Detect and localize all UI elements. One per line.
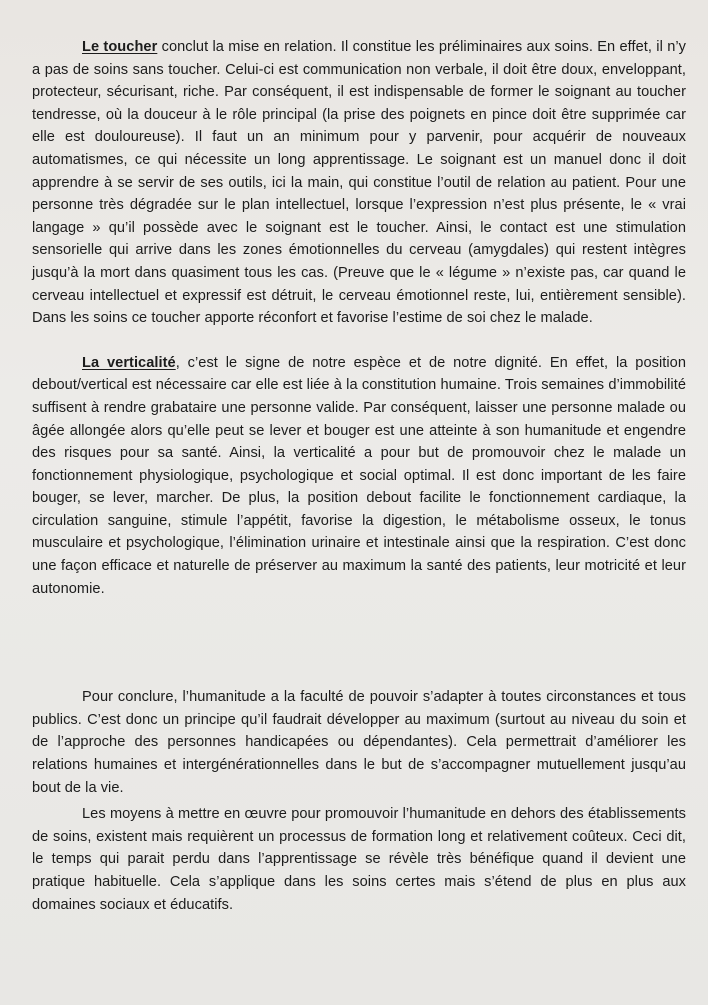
paragraph-toucher xyxy=(32,36,686,330)
paragraph-conclusion xyxy=(32,686,686,799)
paragraph-text: Pour conclure, l’humanitude a la faculté de pouvoir s’adapter à toutes circonstances et tous publics. C’est donc un principe qu’il faudrait développer au maximum (surtout au niveau du soin et de l’approche des personnes handicapées ou dépendantes). Cela permettrait d’améliorer les relations humaines et intergénérationnelles dans le but de s’accompagner mutuellement jusqu’au bout de la vie. xyxy=(32,689,686,796)
heading-le-toucher: Le toucher xyxy=(82,39,158,55)
paragraph-text: , c’est le signe de notre espèce et de notre dignité. En effet, la position debout/vertical est nécessaire car elle est liée à la constitution humaine. Trois semaines d’immobilité suffisent à rendre grabataire une personne valide. Par conséquent, laisser une personne malade ou âgée allongée alors qu’elle peut se lever et bouger est une atteinte à son humanitude et engendre des risques pour sa santé. Ainsi, la verticalité a pour but de promouvoir chez le malade un fonctionnement physiologique, psychologique et social optimal. Il est donc important de les faire bouger, se lever, marcher. De plus, la position debout facilite le fonctionnement cardiaque, la circulation sanguine, stimule l’appétit, favorise la digestion, le métabolisme osseux, le tonus musculaire et psychologique, l’élimination urinaire et intestinale ainsi que la respiration. C’est donc une façon efficace et naturelle de préserver au maximum la santé des patients, leur motricité et leur autonomie. xyxy=(32,354,686,597)
paragraph-verticalite xyxy=(32,352,686,601)
paragraph-moyens xyxy=(32,803,686,916)
paragraph-text: conclut la mise en relation. Il constitue les préliminaires aux soins. En effet, il n’y a pas de soins sans toucher. Celui-ci est communication non verbale, il doit être doux, enveloppant, protecteur, sécurisant, riche. Par conséquent, il est indispensable de former le soignant au toucher tendresse, où la douceur à le rôle principal (la prise des poignets en pince doit être supprimée car elle est douloureuse). Il faut un an minimum pour y parvenir, pour acquérir de nouveaux automatismes, ce qui nécessite un long apprentissage. Le soignant est un manuel donc il doit apprendre à se servir de ses outils, ici la main, qui constitue l’outil de relation au patient. Pour une personne très dégradée sur le plan intellectuel, lorsque l’expression n’est plus présente, le « vrai langage » qu’il possède avec le soignant est le toucher. Ainsi, le contact est une stimulation sensorielle qui arrive dans les zones émotionnelles du cerveau (amygdales) qui restent intègres jusqu’à la mort dans quasiment tous les cas. (Preuve que le « légume » n’existe pas, car quand le cerveau intellectuel et expressif est détruit, le cerveau émotionnel reste, lui, entièrement sensible). Dans les soins ce toucher apporte réconfort et favorise l’estime de soi chez le malade. xyxy=(32,39,686,327)
heading-la-verticalite: La verticalité xyxy=(82,354,176,371)
paragraph-text: Les moyens à mettre en œuvre pour promouvoir l’humanitude en dehors des établissements de soins, existent mais requièrent un processus de formation long et relativement coûteux. Ceci dit, le temps qui parait perdu dans l’apprentissage se révèle très bénéfique quand il devient une pratique habituelle. Cela s’applique dans les soins certes mais s’étend de plus en plus aux domaines sociaux et éducatifs. xyxy=(32,806,686,913)
document-page xyxy=(32,36,686,916)
